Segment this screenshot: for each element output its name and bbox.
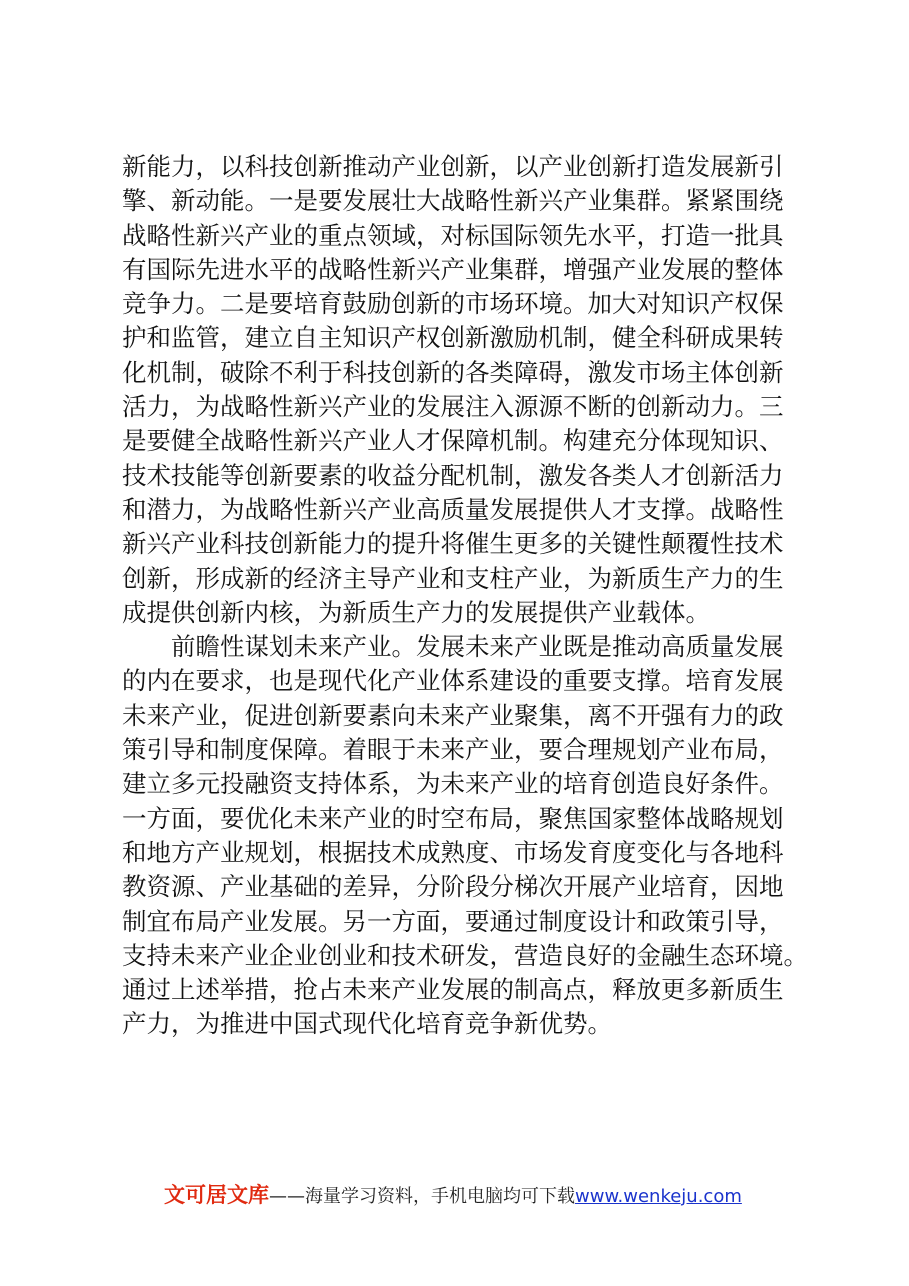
text-line: 和地方产业规划，根据技术成熟度、市场发育度变化与各地科 <box>122 837 784 867</box>
brand-name: 文可居文库 <box>164 1183 269 1207</box>
text-line: 和潜力，为战略性新兴产业高质量发展提供人才支撑。战略性 <box>122 494 784 524</box>
footer-tagline: ——海量学习资料，手机电脑均可下载 <box>269 1186 575 1207</box>
text-line: 活力，为战略性新兴产业的发展注入源源不断的创新动力。三 <box>122 392 784 422</box>
text-line: 建立多元投融资支持体系，为未来产业的培育创造良好条件。 <box>122 769 784 799</box>
text-line: 化机制，破除不利于科技创新的各类障碍，激发市场主体创新 <box>122 357 784 387</box>
text-line: 制宜布局产业发展。另一方面，要通过制度设计和政策引导， <box>122 906 784 936</box>
text-line: 产力，为推进中国式现代化培育竞争新优势。 <box>122 1009 612 1039</box>
footer-banner <box>164 1180 804 1212</box>
text-line: 战略性新兴产业的重点领域，对标国际领先水平，打造一批具 <box>122 220 784 250</box>
text-line: 竞争力。二是要培育鼓励创新的市场环境。加大对知识产权保 <box>122 289 784 319</box>
text-line: 支持未来产业企业创业和技术研发，营造良好的金融生态环境。 <box>122 940 808 970</box>
website-link[interactable]: www.wenkeju.com <box>575 1186 742 1207</box>
text-line: 是要健全战略性新兴产业人才保障机制。构建充分体现知识、 <box>122 426 784 456</box>
text-line: 有国际先进水平的战略性新兴产业集群，增强产业发展的整体 <box>122 254 784 284</box>
text-line: 通过上述举措，抢占未来产业发展的制高点，释放更多新质生 <box>122 975 784 1005</box>
text-line: 一方面，要优化未来产业的时空布局，聚焦国家整体战略规划 <box>122 803 784 833</box>
paragraph-start-line: 前瞻性谋划未来产业。发展未来产业既是推动高质量发展 <box>122 632 784 662</box>
text-line: 新能力，以科技创新推动产业创新，以产业创新打造发展新引 <box>122 152 784 181</box>
text-line: 技术技能等创新要素的收益分配机制，激发各类人才创新活力 <box>122 460 784 490</box>
text-line: 创新，形成新的经济主导产业和支柱产业，为新质生产力的生 <box>122 563 784 593</box>
body-text <box>122 150 812 1042</box>
text-line: 擎、新动能。一是要发展壮大战略性新兴产业集群。紧紧围绕 <box>122 186 784 216</box>
text-line: 新兴产业科技创新能力的提升将催生更多的关键性颠覆性技术 <box>122 529 784 559</box>
text-line: 教资源、产业基础的差异，分阶段分梯次开展产业培育，因地 <box>122 872 784 902</box>
text-line: 策引导和制度保障。着眼于未来产业，要合理规划产业布局， <box>122 735 784 765</box>
text-line: 未来产业，促进创新要素向未来产业聚集，离不开强有力的政 <box>122 700 784 730</box>
text-line: 护和监管，建立自主知识产权创新激励机制，健全科研成果转 <box>122 323 784 353</box>
text-line: 的内在要求，也是现代化产业体系建设的重要支撑。培育发展 <box>122 666 784 696</box>
text-line: 成提供创新内核，为新质生产力的发展提供产业载体。 <box>122 597 710 627</box>
